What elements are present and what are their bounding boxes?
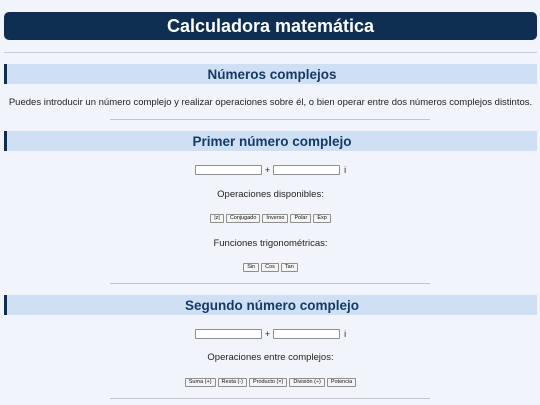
second-real-input[interactable] <box>195 329 262 339</box>
divider <box>110 398 430 399</box>
first-real-input[interactable] <box>195 165 262 175</box>
second-imag-input[interactable] <box>273 329 340 339</box>
conjugate-button[interactable]: Conjugado <box>226 214 261 223</box>
first-imag-input[interactable] <box>273 165 340 175</box>
binary-operations-label: Operaciones entre complejos: <box>207 352 334 363</box>
cos-button[interactable]: Cos <box>261 263 279 272</box>
binary-operations-group <box>4 378 537 387</box>
operations-label: Operaciones disponibles: <box>217 189 324 200</box>
sin-button[interactable]: Sin <box>243 263 259 272</box>
divider <box>110 283 430 284</box>
polar-button[interactable]: Polar <box>290 214 311 223</box>
section-second-complex <box>4 295 537 315</box>
modulus-button[interactable]: |z| <box>210 214 224 223</box>
section-complex-numbers <box>4 64 537 84</box>
divider <box>110 119 430 120</box>
section-first-complex <box>4 131 537 151</box>
app-title: Calculadora matemática <box>166 15 375 36</box>
section-title: Segundo número complejo <box>184 297 359 313</box>
section-title: Números complejos <box>207 66 337 82</box>
trig-label: Funciones trigonométricas: <box>213 238 328 249</box>
sum-button[interactable]: Suma (+) <box>185 378 216 387</box>
header-divider <box>4 52 537 53</box>
plus-sign: + <box>264 329 271 339</box>
first-operations-group <box>4 214 537 223</box>
imaginary-unit: i <box>344 165 347 175</box>
division-button[interactable]: División (÷) <box>289 378 324 387</box>
second-complex-input-row <box>4 329 537 339</box>
section-title: Primer número complejo <box>192 133 352 149</box>
plus-sign: + <box>264 165 271 175</box>
app-header <box>4 12 537 40</box>
tan-button[interactable]: Tan <box>281 263 298 272</box>
intro-description: Puedes introducir un número complejo y realizar operaciones sobre él, o bien operar entre dos números complejos distintos. <box>8 97 533 108</box>
first-complex-input-row <box>4 165 537 175</box>
inverse-button[interactable]: Inverso <box>262 214 288 223</box>
subtract-button[interactable]: Resta (-) <box>218 378 247 387</box>
power-button[interactable]: Potencia <box>327 378 356 387</box>
exp-button[interactable]: Exp <box>313 214 330 223</box>
trig-functions-group <box>4 263 537 272</box>
product-button[interactable]: Producto (×) <box>249 378 287 387</box>
imaginary-unit: i <box>344 329 347 339</box>
